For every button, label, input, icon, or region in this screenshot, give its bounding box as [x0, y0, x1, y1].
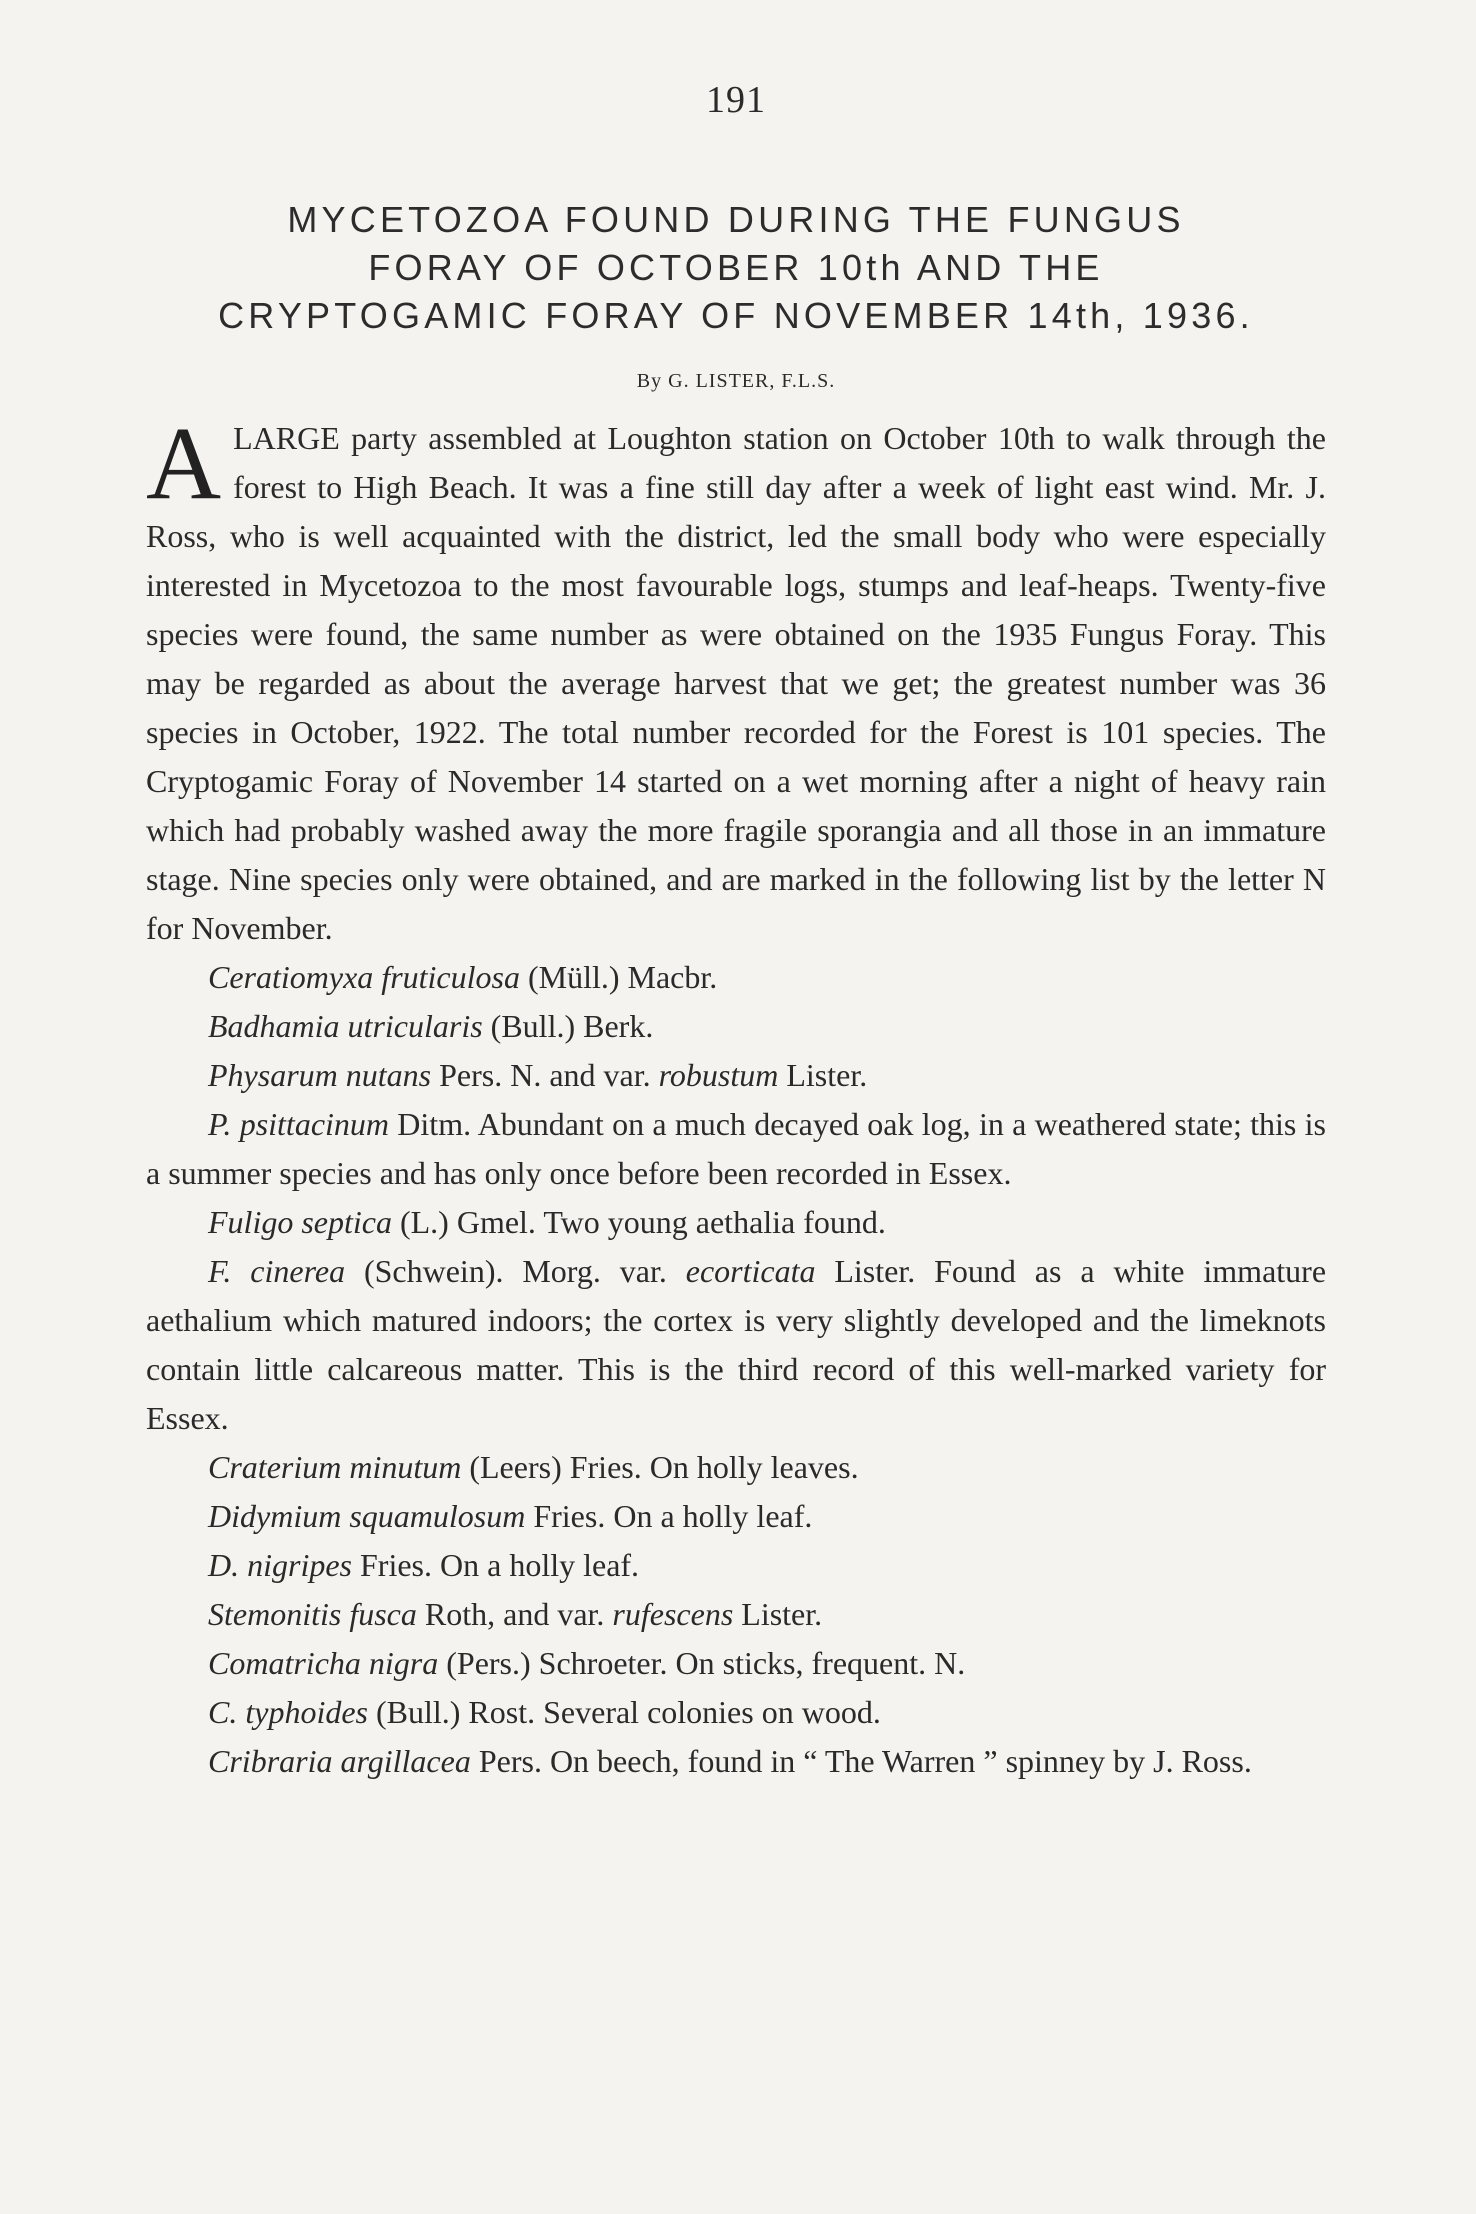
species-entry: [146, 1100, 1326, 1198]
species-name: Physarum nutans: [208, 1057, 432, 1093]
species-entry: [146, 1002, 1326, 1051]
species-note: Ditm. Abundant on a much decayed oak log, in a weathered state; this is a summer species and has only once before been recorded in Essex.: [146, 1106, 1327, 1191]
species-name: P. psittacinum: [208, 1106, 390, 1142]
species-note: Fries. On a holly leaf.: [352, 1547, 640, 1583]
drop-cap: A: [146, 406, 222, 521]
variety-name: ecorticata: [685, 1253, 816, 1289]
title-line-3: CRYPTOGAMIC FORAY OF NOVEMBER 14th, 1936.: [218, 295, 1254, 336]
species-entry: [146, 1198, 1326, 1247]
species-name: D. nigripes: [208, 1547, 352, 1583]
species-entry: [146, 1443, 1326, 1492]
title-line-2: FORAY OF OCTOBER 10th AND THE: [368, 247, 1104, 288]
species-entry: [146, 1492, 1326, 1541]
species-note: Pers. On beech, found in “ The Warren ” spinney by J. Ross.: [470, 1743, 1252, 1779]
species-note: (Pers.) Schroeter. On sticks, frequent. N.: [438, 1645, 966, 1681]
species-entry: [146, 1639, 1326, 1688]
species-note-cont: Lister.: [733, 1596, 823, 1632]
species-entry: [146, 1541, 1326, 1590]
article-body: [146, 406, 1327, 1786]
intro-text: LARGE party assembled at Loughton station on October 10th to walk through the forest to High Beach. It was a fine still day after a week of light east wind. Mr. J. Ross, who is well acquainted with the district, led the small body who were especially interested in Mycetozoa to the most favourable logs, stumps and leaf-heaps. Twenty-five species were found, the same number as were obtained on the 1935 Fungus Foray. This may be regarded as about the average harvest that we get; the greatest number was 36 species in October, 1922. The total number recorded for the Forest is 101 species. The Cryptogamic Foray of November 14 started on a wet morning after a night of heavy rain which had probably washed away the more fragile sporangia and all those in an immature stage. Nine species only were obtained, and are marked in the following list by the letter N for November.: [146, 420, 1326, 946]
species-name: C. typhoides: [208, 1694, 368, 1730]
species-entry: [146, 1051, 1326, 1100]
species-name: Stemonitis fusca: [208, 1596, 417, 1632]
page-number: 191: [706, 79, 766, 121]
species-name: Craterium minutum: [208, 1449, 462, 1485]
species-note: (Schwein). Morg. var.: [345, 1253, 686, 1289]
intro-paragraph: [146, 406, 1326, 953]
species-note-cont: Lister.: [778, 1057, 868, 1093]
species-note: (L.) Gmel. Two young aethalia found.: [391, 1204, 886, 1240]
article-title: [146, 196, 1326, 340]
species-entry: [146, 1247, 1326, 1443]
species-entry: [146, 1688, 1326, 1737]
species-entry: [146, 953, 1326, 1002]
species-note: (Bull.) Rost. Several colonies on wood.: [367, 1694, 881, 1730]
species-name: Ceratiomyxa fruticulosa: [208, 959, 520, 995]
species-name: Fuligo septica: [208, 1204, 392, 1240]
variety-name: rufescens: [612, 1596, 734, 1632]
title-line-1: MYCETOZOA FOUND DURING THE FUNGUS: [287, 199, 1185, 240]
species-entry: [146, 1590, 1326, 1639]
species-note: Pers. N. and var.: [431, 1057, 659, 1093]
species-note: Fries. On a holly leaf.: [525, 1498, 813, 1534]
species-note: (Bull.) Berk.: [482, 1008, 654, 1044]
species-name: Didymium squamulosum: [208, 1498, 526, 1534]
species-entry: [146, 1737, 1326, 1786]
species-name: Comatricha nigra: [208, 1645, 439, 1681]
species-note-cont: Lister. Found as a white immature aethalium which matured indoors; the cortex is very slightly developed and the limeknots contain little calcareous matter. This is the third record of this well-marked variety for Essex.: [146, 1253, 1327, 1436]
species-note: (Müll.) Macbr.: [519, 959, 718, 995]
species-note: Roth, and var.: [416, 1596, 613, 1632]
species-note: (Leers) Fries. On holly leaves.: [461, 1449, 859, 1485]
species-name: F. cinerea: [208, 1253, 346, 1289]
species-name: Cribraria argillacea: [208, 1743, 471, 1779]
species-name: Badhamia utricularis: [208, 1008, 483, 1044]
variety-name: robustum: [658, 1057, 779, 1093]
byline: By G. LISTER, F.L.S.: [636, 370, 836, 392]
